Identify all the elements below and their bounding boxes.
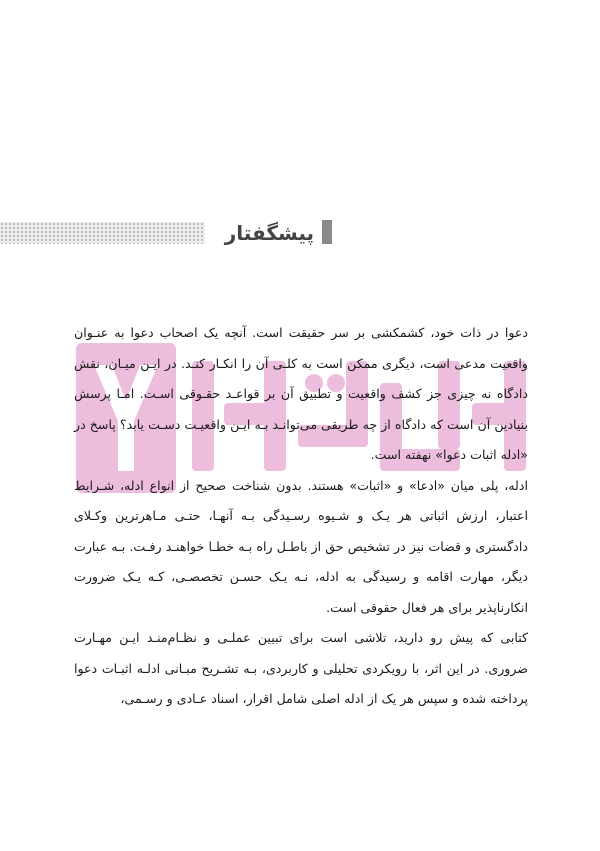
paragraph-2: ادله، پلی میان «ادعا» و «اثبات» هستند. بدون شناخت صحیح از انواع ادله، شـرایط اعتبار، ارزش اثباتی هر یـک و شـیوه رسـیدگی بـه آنهـا، حتـی مـاهرترین وکـلای دادگستری و قضات نیز در تشخیص حق از باطـل راه بـه خطـا خواهنـد رفـت. بـه عبارت دیگر، مهارت اقامه و رسیدگی به ادله، نـه یـک حسـن تخصصـی، کـه یـک ضرورت انکارناپذیر برای هر فعال حقوقی است. <box>74 477 528 615</box>
body-text <box>74 318 528 715</box>
title-marker-bar <box>322 220 332 244</box>
chapter-header <box>0 214 600 252</box>
halftone-strip <box>0 222 205 244</box>
paragraph-1: دعوا در ذات خود، کشمکشی بر سر حقیقت است. آنچه یک اصحاب دعوا به عنـوان واقعیت مدعی است، دیگری ممکن است به کلـی آن را انکـار کنـد. در ایـن میـان، نقش دادگاه نه چیزی جز کشف واقعیت و تطبیق آن بر قواعـد حقـوقی اسـت. امـا پرسش بنیادین آن است که دادگاه از چه طریقی می‌توانـد بـه ایـن واقعیـت دسـت یابد؟ پاسخ در «ادله اثبات دعوا» نهفته است. <box>74 325 528 462</box>
paragraph-3: کتابی که پیش رو دارید، تلاشی است برای تبیین عملـی و نظـام‌منـد ایـن مهـارت ضروری. در این اثر، با رویکردی تحلیلی و کاربردی، بـه تشـریح مبـانی ادلـه اثبـات دعوا پرداخته شده و سپس هر یک از ادله اصلی شامل اقرار، اسناد عـادی و رسـمی، <box>74 630 528 706</box>
chapter-title: پیشگفتار <box>224 221 314 245</box>
